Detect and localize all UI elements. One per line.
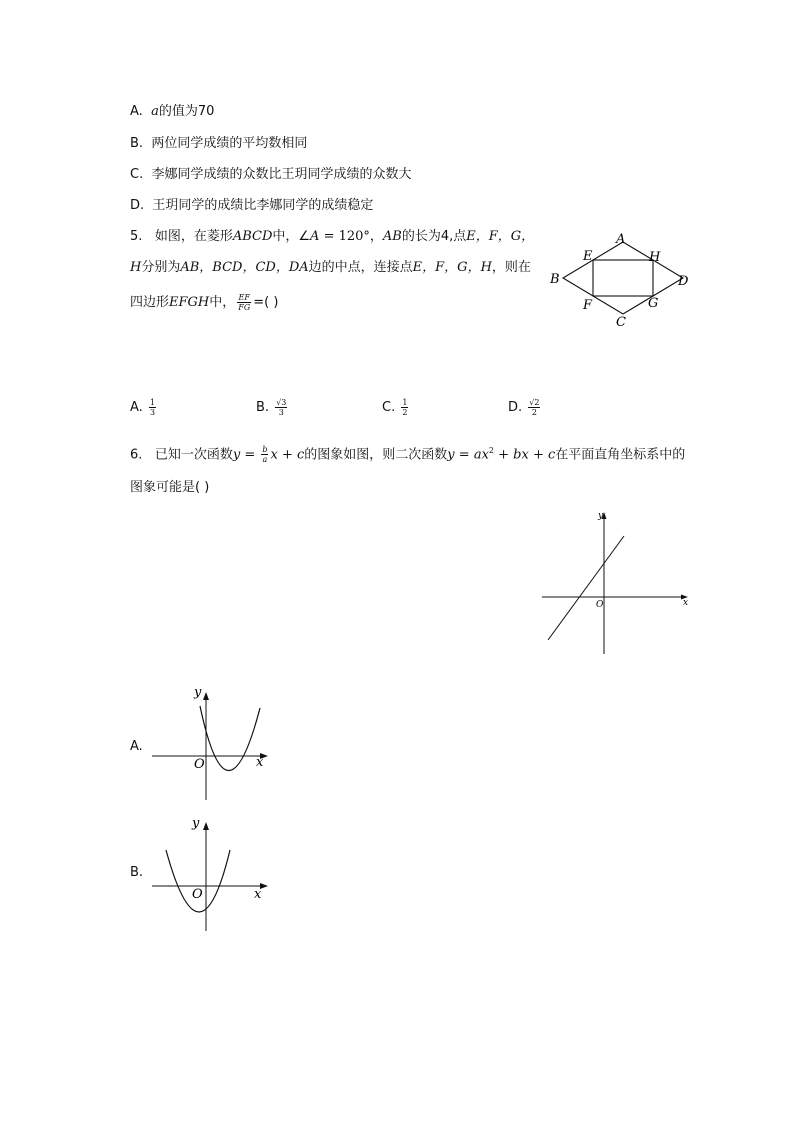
option-fraction: $\frac{√3}{3}$ [276, 398, 287, 417]
linear-fraction: $\frac{b}{a}$ [262, 445, 268, 465]
q6-option-a-letter: A. [130, 739, 143, 754]
origin-label: O [194, 757, 205, 772]
label-e: E [583, 249, 593, 264]
q6-option-a-graph [150, 684, 275, 802]
q5-fraction: $\frac{EF}{FG}$ [238, 293, 251, 312]
linear-line [548, 536, 624, 640]
y-label: y [192, 816, 200, 831]
linear-function-graph [538, 508, 698, 656]
label-h: H [649, 250, 661, 265]
q5-option-b: B. $\frac{√3}{3}$ [256, 398, 287, 417]
x-label: x [256, 755, 264, 770]
parabola-curve [200, 706, 260, 771]
rhombus-figure [545, 230, 695, 330]
label-g: G [648, 296, 659, 311]
q5-line-2: H分别为AB，BCD，CD，DA边的中点，连接点E，F，G，H，则在 [130, 260, 531, 275]
q5-line-3: 四边形EFGH中， $\frac{EF}{FG}$ =( ) [130, 293, 279, 312]
y-label: y [194, 685, 202, 700]
rectangle-efgh [593, 260, 653, 296]
q6-line-2: 图象可能是( ) [130, 480, 210, 495]
q5-option-d: D. $\frac{√2}{2}$ [508, 398, 540, 417]
option-fraction: $\frac{1}{2}$ [402, 398, 408, 417]
y-label: y [598, 511, 604, 521]
label-b: B [550, 272, 560, 287]
q5-option-c: C. $\frac{1}{2}$ [382, 398, 408, 417]
parabola-curve [166, 850, 230, 912]
origin-label: O [596, 600, 604, 610]
x-label: x [254, 887, 262, 902]
q4-option-c: C. 李娜同学成绩的众数比王玥同学成绩的众数大 [130, 167, 412, 182]
y-axis-arrow [203, 822, 209, 830]
label-a: A [616, 232, 626, 247]
label-d: D [678, 274, 689, 289]
q4-option-d: D. 王玥同学的成绩比李娜同学的成绩稳定 [130, 198, 374, 213]
rhombus-abcd [563, 242, 683, 314]
q6-line-1: 6. 已知一次函数y = $\frac{b}{a}$ x + c的图象如图，则二次函数$y = ax^2$ + bx + c在平面直角坐标系中的 [130, 445, 686, 465]
x-label: x [683, 598, 689, 608]
origin-label: O [192, 887, 203, 902]
label-f: F [583, 298, 593, 313]
q6-option-b-letter: B. [130, 865, 144, 880]
option-fraction: $\frac{√2}{2}$ [529, 398, 540, 417]
q5-option-a: A. $\frac{1}{3}$ [130, 398, 156, 417]
label-c: C [616, 315, 626, 330]
q4-option-a: A. a的值为70 [130, 104, 215, 119]
q6-option-b-graph [150, 814, 275, 934]
y-axis-arrow [203, 692, 209, 700]
q4-option-b: B. 两位同学成绩的平均数相同 [130, 136, 308, 151]
q5-line-1: 5. 如图，在菱形ABCD中，∠A = 120°，AB的长为4,点E，F，G， [130, 229, 535, 244]
option-fraction: $\frac{1}{3}$ [149, 398, 156, 417]
